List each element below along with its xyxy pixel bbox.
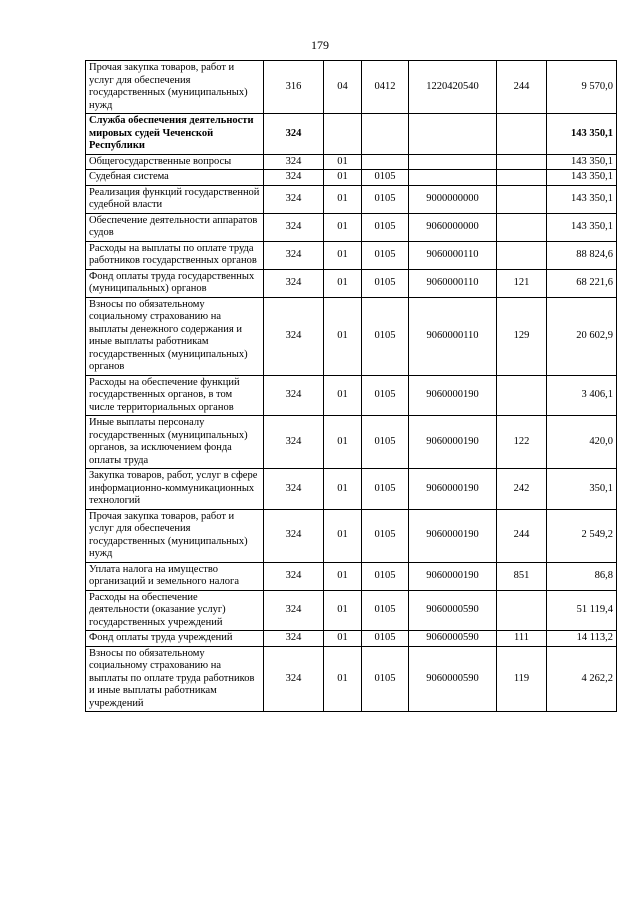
- row-target-article-code: 9060000110: [409, 269, 497, 297]
- row-name: Расходы на обеспечение функций государственных органов, в том числе территориальных органов: [86, 375, 264, 416]
- row-section-code: 04: [324, 61, 362, 114]
- row-section-code: 01: [324, 185, 362, 213]
- row-subsection-code: 0105: [362, 469, 409, 510]
- row-amount: 143 350,1: [547, 213, 617, 241]
- row-subsection-code: 0105: [362, 416, 409, 469]
- row-target-article-code: 9060000190: [409, 509, 497, 562]
- row-subsection-code: 0105: [362, 646, 409, 712]
- table-row: [86, 297, 617, 375]
- row-expense-type-code: 129: [497, 297, 547, 375]
- row-ved-code: 324: [264, 509, 324, 562]
- table-row: [86, 375, 617, 416]
- row-target-article-code: [409, 154, 497, 170]
- table-body: [86, 61, 617, 712]
- row-name: Фонд оплаты труда государственных (муниципальных) органов: [86, 269, 264, 297]
- row-subsection-code: 0105: [362, 269, 409, 297]
- row-ved-code: 324: [264, 213, 324, 241]
- table-row: [86, 469, 617, 510]
- row-amount: 3 406,1: [547, 375, 617, 416]
- row-ved-code: 324: [264, 469, 324, 510]
- row-target-article-code: 1220420540: [409, 61, 497, 114]
- table-row: [86, 213, 617, 241]
- row-target-article-code: [409, 170, 497, 186]
- row-expense-type-code: 242: [497, 469, 547, 510]
- row-amount: 68 221,6: [547, 269, 617, 297]
- row-name: Взносы по обязательному социальному страхованию на выплаты по оплате труда работников и иные выплаты работникам учреждений: [86, 646, 264, 712]
- row-subsection-code: [362, 154, 409, 170]
- row-name: Уплата налога на имущество организаций и земельного налога: [86, 562, 264, 590]
- row-section-code: 01: [324, 590, 362, 631]
- row-ved-code: 324: [264, 185, 324, 213]
- row-name: Прочая закупка товаров, работ и услуг для обеспечения государственных (муниципальных) нужд: [86, 61, 264, 114]
- row-amount: 2 549,2: [547, 509, 617, 562]
- row-amount: 86,8: [547, 562, 617, 590]
- row-amount: 51 119,4: [547, 590, 617, 631]
- table-row: [86, 114, 617, 155]
- row-name: Взносы по обязательному социальному страхованию на выплаты денежного содержания и иные выплаты работникам государственных (муниципальных) органов: [86, 297, 264, 375]
- table-row: [86, 61, 617, 114]
- table-row: [86, 562, 617, 590]
- row-subsection-code: [362, 114, 409, 155]
- row-section-code: [324, 114, 362, 155]
- row-ved-code: 324: [264, 297, 324, 375]
- row-ved-code: 324: [264, 375, 324, 416]
- row-target-article-code: 9060000190: [409, 469, 497, 510]
- row-section-code: 01: [324, 562, 362, 590]
- row-section-code: 01: [324, 297, 362, 375]
- row-ved-code: 324: [264, 590, 324, 631]
- row-expense-type-code: 122: [497, 416, 547, 469]
- row-amount: 20 602,9: [547, 297, 617, 375]
- row-target-article-code: 9060000590: [409, 631, 497, 647]
- table-row: [86, 269, 617, 297]
- row-amount: 143 350,1: [547, 185, 617, 213]
- row-ved-code: 324: [264, 154, 324, 170]
- row-expense-type-code: 851: [497, 562, 547, 590]
- row-subsection-code: 0105: [362, 631, 409, 647]
- row-amount: 4 262,2: [547, 646, 617, 712]
- row-expense-type-code: [497, 185, 547, 213]
- row-expense-type-code: [497, 213, 547, 241]
- row-subsection-code: 0105: [362, 375, 409, 416]
- row-target-article-code: 9060000190: [409, 375, 497, 416]
- row-target-article-code: 9060000190: [409, 562, 497, 590]
- table-row: [86, 631, 617, 647]
- row-expense-type-code: 244: [497, 509, 547, 562]
- row-subsection-code: 0105: [362, 509, 409, 562]
- row-section-code: 01: [324, 375, 362, 416]
- row-target-article-code: 9060000590: [409, 590, 497, 631]
- budget-table: [85, 60, 617, 712]
- row-amount: 420,0: [547, 416, 617, 469]
- row-name: Прочая закупка товаров, работ и услуг для обеспечения государственных (муниципальных) нужд: [86, 509, 264, 562]
- row-expense-type-code: [497, 590, 547, 631]
- row-target-article-code: 9060000110: [409, 241, 497, 269]
- row-target-article-code: 9060000590: [409, 646, 497, 712]
- row-expense-type-code: [497, 241, 547, 269]
- table-row: [86, 646, 617, 712]
- row-subsection-code: 0105: [362, 213, 409, 241]
- row-subsection-code: 0412: [362, 61, 409, 114]
- row-target-article-code: 9060000000: [409, 213, 497, 241]
- row-ved-code: 324: [264, 631, 324, 647]
- row-amount: 350,1: [547, 469, 617, 510]
- row-expense-type-code: 244: [497, 61, 547, 114]
- row-section-code: 01: [324, 269, 362, 297]
- row-amount: 143 350,1: [547, 154, 617, 170]
- row-subsection-code: 0105: [362, 241, 409, 269]
- row-amount: 9 570,0: [547, 61, 617, 114]
- row-subsection-code: 0105: [362, 185, 409, 213]
- row-expense-type-code: [497, 114, 547, 155]
- row-amount: 143 350,1: [547, 170, 617, 186]
- row-section-code: 01: [324, 509, 362, 562]
- row-amount: 14 113,2: [547, 631, 617, 647]
- table-row: [86, 170, 617, 186]
- row-section-code: 01: [324, 213, 362, 241]
- row-subsection-code: 0105: [362, 562, 409, 590]
- row-section-code: 01: [324, 154, 362, 170]
- row-subsection-code: 0105: [362, 590, 409, 631]
- row-name: Закупка товаров, работ, услуг в сфере информационно-коммуникационных технологий: [86, 469, 264, 510]
- row-ved-code: 324: [264, 114, 324, 155]
- row-ved-code: 324: [264, 170, 324, 186]
- row-target-article-code: 9060000190: [409, 416, 497, 469]
- row-ved-code: 324: [264, 269, 324, 297]
- row-expense-type-code: 111: [497, 631, 547, 647]
- table-row: [86, 416, 617, 469]
- page-number: 179: [311, 38, 329, 52]
- row-ved-code: 324: [264, 562, 324, 590]
- row-name: Расходы на обеспечение деятельности (оказание услуг) государственных учреждений: [86, 590, 264, 631]
- row-section-code: 01: [324, 631, 362, 647]
- table-row: [86, 154, 617, 170]
- row-section-code: 01: [324, 646, 362, 712]
- row-target-article-code: 9060000110: [409, 297, 497, 375]
- row-name: Фонд оплаты труда учреждений: [86, 631, 264, 647]
- table-row: [86, 185, 617, 213]
- row-subsection-code: 0105: [362, 170, 409, 186]
- row-expense-type-code: [497, 375, 547, 416]
- row-expense-type-code: 121: [497, 269, 547, 297]
- table-row: [86, 509, 617, 562]
- row-expense-type-code: [497, 154, 547, 170]
- row-name: Судебная система: [86, 170, 264, 186]
- row-ved-code: 316: [264, 61, 324, 114]
- row-target-article-code: 9000000000: [409, 185, 497, 213]
- table-row: [86, 590, 617, 631]
- row-name: Расходы на выплаты по оплате труда работников государственных органов: [86, 241, 264, 269]
- row-expense-type-code: 119: [497, 646, 547, 712]
- row-section-code: 01: [324, 241, 362, 269]
- row-ved-code: 324: [264, 416, 324, 469]
- row-section-code: 01: [324, 469, 362, 510]
- row-target-article-code: [409, 114, 497, 155]
- row-expense-type-code: [497, 170, 547, 186]
- row-section-code: 01: [324, 170, 362, 186]
- row-amount: 143 350,1: [547, 114, 617, 155]
- row-name: Служба обеспечения деятельности мировых судей Чеченской Республики: [86, 114, 264, 155]
- row-name: Общегосударственные вопросы: [86, 154, 264, 170]
- row-section-code: 01: [324, 416, 362, 469]
- row-name: Иные выплаты персоналу государственных (муниципальных) органов, за исключением фонда оплаты труда: [86, 416, 264, 469]
- table-row: [86, 241, 617, 269]
- row-subsection-code: 0105: [362, 297, 409, 375]
- row-name: Обеспечение деятельности аппаратов судов: [86, 213, 264, 241]
- row-ved-code: 324: [264, 646, 324, 712]
- row-name: Реализация функций государственной судебной власти: [86, 185, 264, 213]
- row-ved-code: 324: [264, 241, 324, 269]
- row-amount: 88 824,6: [547, 241, 617, 269]
